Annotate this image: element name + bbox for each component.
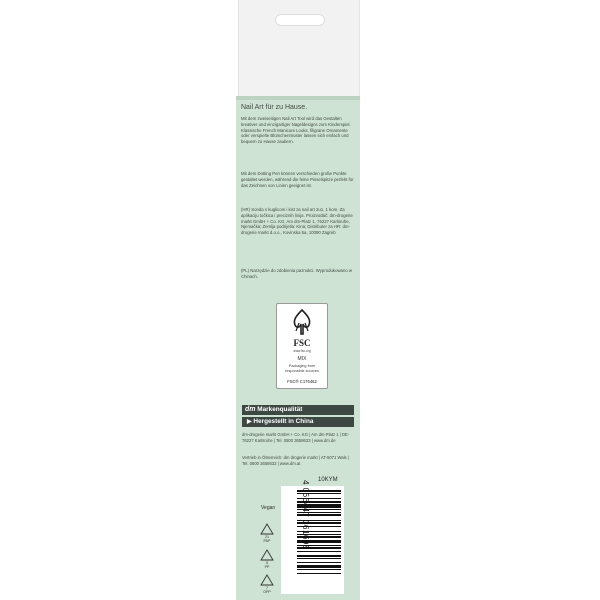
origin-text: Hergestellt in China [253, 418, 314, 425]
recycle-number: 5 [266, 561, 268, 565]
vegan-label: Vegan [261, 505, 276, 511]
recycle-icon [260, 549, 274, 561]
barcode-bar [297, 565, 341, 568]
quality-text: Markenqualität [257, 406, 303, 413]
fsc-tree-icon [287, 307, 317, 337]
dotting-pen-paragraph: Mit dem Dotting Pen können verschieden große Punkte gestaltet werden, während die feine Pinselspitze perfekt für das Zeichnen von Linien geeignet ist. [241, 171, 354, 188]
recycle-opp [256, 574, 278, 594]
recycle-label: PAP [263, 539, 271, 543]
barcode-bar [297, 551, 341, 552]
barcode-bar [297, 562, 341, 563]
description-paragraph: Mit dem zweiseitigen Nail Art Tool wird das Gestalten kreativer und einzigartiger Nageldesigns zum Kinderspiel. Klassische French Manicure Looks, filigrane Ornamente oder verspielte Blümchenmuster lassen sich einfach und bequem zu Hause zaubern. [241, 116, 351, 145]
recycle-number: 7 [266, 586, 268, 590]
barcode-bar [297, 569, 341, 570]
fsc-description: Packaging from responsible sources [285, 364, 319, 373]
recycle-label: PP [264, 565, 270, 569]
austria-distributor: Vertrieb in Österreich: dm drogerie markt | AT-5071 Wals | Tel. 0800 3658633 | www.dm.at [242, 455, 349, 466]
fsc-label [276, 303, 328, 389]
quality-banner [242, 405, 354, 415]
card-fold [236, 96, 360, 100]
fsc-url: www.fsc.org [293, 349, 311, 353]
recycle-pp [256, 549, 278, 569]
recycle-number: 21 [265, 535, 269, 539]
barcode-bar [297, 555, 341, 557]
recycle-label: OPP [263, 590, 271, 594]
product-heading: Nail Art für zu Hause. [241, 104, 308, 111]
barcode-number: 4 066447 361698 [301, 480, 310, 550]
arrow-icon: ▶ [247, 419, 252, 425]
origin-banner [242, 417, 354, 427]
product-code: 10KYM [318, 477, 338, 483]
hang-hole [275, 14, 325, 26]
recycle-icon [260, 574, 274, 586]
barcode-bar [297, 573, 341, 574]
polish-paragraph: (PL) Narzędzie do zdobienia paznokci. Wyprodukowano w Chinach. [241, 268, 353, 279]
croatian-paragraph: (HR) Sonda s kuglicom i kist za nail art 2u1, 1 kom. Za aplikaciju točkica i preciznih linija. Proizvođač: dm-drogerie markt GmbH + Co. KG, Am dm-Platz 1, 76227 Karlsruhe, Njemačka; Zemlja podrijetla: Kina; Distributer za HR: dm-drogerie markt d.o.o., Kovinska 5a, 10090 Zagreb [241, 207, 353, 236]
barcode-bar [297, 558, 341, 559]
fsc-mix: MIX [297, 356, 307, 362]
fsc-code: FSC® C176462 [287, 379, 317, 384]
fsc-word: FSC [293, 338, 311, 348]
barcode [281, 486, 344, 594]
hang-tab [238, 0, 360, 96]
recycle-icon [260, 523, 274, 535]
recycle-pap [256, 523, 278, 543]
manufacturer-address: dm-drogerie markt GmbH + Co. KG | Am dm-Platz 1 | DE-76227 Karlsruhe | Tel. 0800 3658633 | www.dm.de [242, 432, 350, 443]
dm-logo: dm [245, 406, 256, 413]
